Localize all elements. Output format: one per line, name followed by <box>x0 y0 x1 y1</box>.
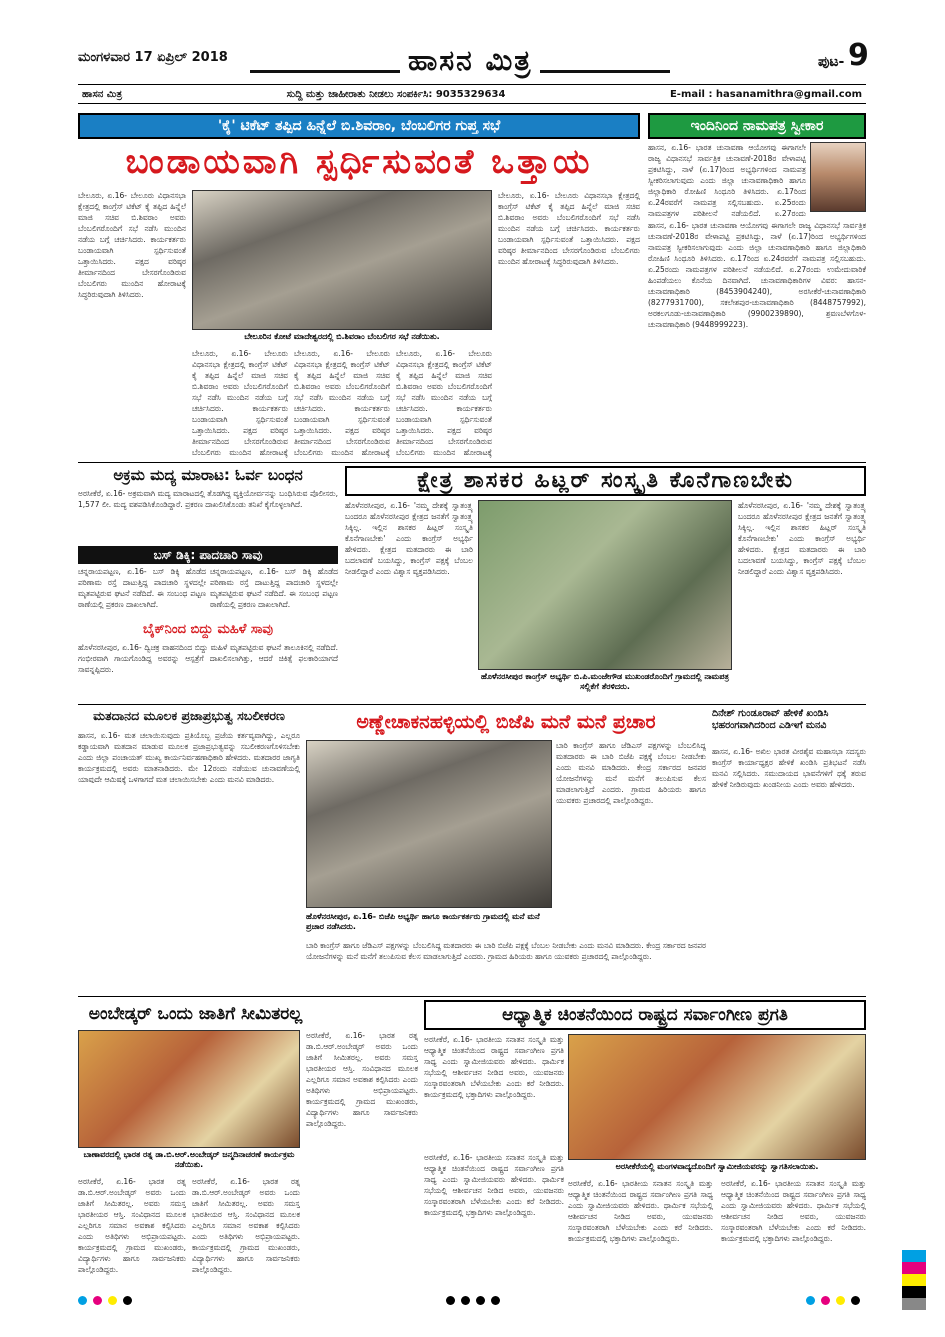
story11-body-col2: ಅರಸೀಕೆರೆ, ಏ.16- ಭಾರತೀಯ ಸನಾತನ ಸಂಸ್ಕೃತಿ ಮತ್ತು ಆಧ್ಯಾತ್ಮಿಕ ಚಿಂತನೆಯಿಂದ ರಾಷ್ಟ್ರದ ಸರ್ವಾಂಗೀಣ ಪ್ರಗತಿ ಸಾಧ್ಯ ಎಂದು ಸ್ವಾಮೀಜಿಯವರು ಹೇಳಿದರು. ಧಾರ್ಮಿಕ ಸಭೆಯಲ್ಲಿ ಆಶೀರ್ವಚನ ನೀಡಿದ ಅವರು, ಯುವಜನರು ಸಂಸ್ಕಾರವಂತರಾಗಿ ಬೆಳೆಯಬೇಕು ಎಂದು ಕರೆ ನೀಡಿದರು. ಕಾರ್ಯಕ್ರಮದಲ್ಲಿ ಭಕ್ತಾದಿಗಳು ಪಾಲ್ಗೊಂಡಿದ್ದರು. <box>568 1179 713 1243</box>
story3-body: ಅರಸೀಕೆರೆ, ಏ.16- ಅಕ್ರಮವಾಗಿ ಮದ್ಯ ಮಾರಾಟದಲ್ಲಿ ತೊಡಗಿದ್ದ ವ್ಯಕ್ತಿಯೋರ್ವನನ್ನು ಬಂಧಿಸಿರುವ ಪೊಲೀಸರು, 1,577 ಲೀ. ಮದ್ಯ ವಶಪಡಿಸಿಕೊಂಡಿದ್ದಾರೆ. ಪ್ರಕರಣ ದಾಖಲಿಸಿಕೊಂಡು ತನಿಖೆ ಕೈಗೊಳ್ಳಲಾಗಿದೆ. <box>78 489 338 509</box>
story10-caption: ಬಾಣಾವರದಲ್ಲಿ ಭಾರತ ರತ್ನ ಡಾ.ಬಿ.ಆರ್.ಅಂಬೇಡ್ಕರ್ ಜನ್ಮದಿನಾಚರಣೆ ಕಾರ್ಯಕ್ರಮ ನಡೆಯಿತು. <box>83 1150 295 1169</box>
story2-body-top: ಹಾಸನ, ಏ.16- ಭಾರತ ಚುನಾವಣಾ ಆಯೋಗವು ಈಗಾಗಲೇ ರಾಜ್ಯ ವಿಧಾನಸಭೆ ಸಾರ್ವತ್ರಿಕ ಚುನಾವಣೆ-2018ರ ವೇಳಾಪಟ್ಟಿ ಪ್ರಕಟಿಸಿದ್ದು, ನಾಳೆ (ಏ.17)ರಿಂದ ಅಭ್ಯರ್ಥಿಗಳಿಂದ ನಾಮಪತ್ರ ಸ್ವೀಕರಿಸಲಾಗುವುದು ಎಂದು ಜಿಲ್ಲಾ ಚುನಾವಣಾಧಿಕಾರಿ ಹಾಗೂ ಜಿಲ್ಲಾಧಿಕಾರಿ ರೋಹಿಣಿ ಸಿಂಧೂರಿ ತಿಳಿಸಿದರು. ಏ.17ರಿಂದ ಏ.24ರವರೆಗೆ ನಾಮಪತ್ರ ಸಲ್ಲಿಸಬಹುದು. ಏ.25ರಂದು ನಾಮಪತ್ರಗಳ ಪರಿಶೀಲನೆ ನಡೆಯಲಿದೆ. ಏ.27ರಂದು <box>648 143 806 218</box>
story11-body-left: ಅರಸೀಕೆರೆ, ಏ.16- ಭಾರತೀಯ ಸನಾತನ ಸಂಸ್ಕೃತಿ ಮತ್ತು ಆಧ್ಯಾತ್ಮಿಕ ಚಿಂತನೆಯಿಂದ ರಾಷ್ಟ್ರದ ಸರ್ವಾಂಗೀಣ ಪ್ರಗತಿ ಸಾಧ್ಯ ಎಂದು ಸ್ವಾಮೀಜಿಯವರು ಹೇಳಿದರು. ಧಾರ್ಮಿಕ ಸಭೆಯಲ್ಲಿ ಆಶೀರ್ವಚನ ನೀಡಿದ ಅವರು, ಯುವಜನರು ಸಂಸ್ಕಾರವಂತರಾಗಿ ಬೆಳೆಯಬೇಕು ಎಂದು ಕರೆ ನೀಡಿದರು. ಕಾರ್ಯಕ್ರಮದಲ್ಲಿ ಭಕ್ತಾದಿಗಳು ಪಾಲ್ಗೊಂಡಿದ್ದರು. <box>424 1035 564 1099</box>
story6-caption: ಹೊಳೆನರಸೀಪುರ ಕಾಂಗ್ರೆಸ್ ಅಭ್ಯರ್ಥಿ ಬಿ.ಪಿ.ಮಂಜೇಗೌಡ ಮುಖಂಡರೊಂದಿಗೆ ಗ್ರಾಮದಲ್ಲಿ ನಾಮಪತ್ರ ಸಲ್ಲಿಕೆಗೆ ತೆರಳಿದರು. <box>481 672 729 691</box>
story10-headline: ಅಂಬೇಡ್ಕರ್ ಒಂದು ಜಾತಿಗೆ ಸೀಮಿತರಲ್ಲ <box>88 1004 303 1024</box>
story2-headline: ಇಂದಿನಿಂದ ನಾಮಪತ್ರ ಸ್ವೀಕಾರ <box>648 113 866 139</box>
story1-body-col3: ಬೇಲೂರು, ಏ.16- ಬೇಲೂರು ವಿಧಾನಸಭಾ ಕ್ಷೇತ್ರದಲ್ಲಿ ಕಾಂಗ್ರೆಸ್ ಟಿಕೆಟ್ ಕೈ ತಪ್ಪಿದ ಹಿನ್ನೆಲೆ ಮಾಜಿ ಸಚಿವ ಬಿ.ಶಿವರಾಂ ಅವರು ಬೆಂಬಲಿಗರೊಂದಿಗೆ ಸಭೆ ನಡೆಸಿ ಮುಂದಿನ ನಡೆಯ ಬಗ್ಗೆ ಚರ್ಚಿಸಿದರು. ಕಾರ್ಯಕರ್ತರು ಬಂಡಾಯವಾಗಿ ಸ್ಪರ್ಧಿಸುವಂತೆ ಒತ್ತಾಯಿಸಿದರು. ಪಕ್ಷದ ವರಿಷ್ಠರ ತೀರ್ಮಾನದಿಂದ ಬೇಸರಗೊಂಡಿರುವ ಬೆಂಬಲಿಗರು ಮುಂದಿನ ಹೋರಾಟಕ್ಕೆ <box>294 349 390 457</box>
story8-photo <box>306 740 552 908</box>
section-divider-1 <box>78 462 866 463</box>
story6-photo <box>478 500 732 670</box>
story2-body: ಹಾಸನ, ಏ.16- ಭಾರತ ಚುನಾವಣಾ ಆಯೋಗವು ಈಗಾಗಲೇ ರಾಜ್ಯ ವಿಧಾನಸಭೆ ಸಾರ್ವತ್ರಿಕ ಚುನಾವಣೆ-2018ರ ವೇಳಾಪಟ್ಟಿ ಪ್ರಕಟಿಸಿದ್ದು, ನಾಳೆ (ಏ.17)ರಿಂದ ಅಭ್ಯರ್ಥಿಗಳಿಂದ ನಾಮಪತ್ರ ಸ್ವೀಕರಿಸಲಾಗುವುದು ಎಂದು ಜಿಲ್ಲಾ ಚುನಾವಣಾಧಿಕಾರಿ ಹಾಗೂ ಜಿಲ್ಲಾಧಿಕಾರಿ ರೋಹಿಣಿ ಸಿಂಧೂರಿ ತಿಳಿಸಿದರು. ಏ.17ರಿಂದ ಏ.24ರವರೆಗೆ ನಾಮಪತ್ರ ಸಲ್ಲಿಸಬಹುದು. ಏ.25ರಂದು ನಾಮಪತ್ರಗಳ ಪರಿಶೀಲನೆ ನಡೆಯಲಿದೆ. ಏ.27ರಂದು ಉಮೇದುವಾರಿಕೆ ಹಿಂಪಡೆಯಲು ಕೊನೆಯ ದಿನವಾಗಿದೆ. ಚುನಾವಣಾಧಿಕಾರಿಗಳ ವಿವರ: ಹಾಸನ-ಚುನಾವಣಾಧಿಕಾರಿ (8453904240), ಅರಸೀಕೆರೆ-ಚುನಾವಣಾಧಿಕಾರಿ (8277931700), ಸಕಲೇಶಪುರ-ಚುನಾವಣಾಧಿಕಾರಿ (8448757992), ಅರಕಲಗೂಡು-ಚುನಾವಣಾಧಿಕಾರಿ (9900239890), ಶ್ರವಣಬೆಳಗೊಳ-ಚುನಾವಣಾಧಿಕಾರಿ (9448999223). <box>648 221 866 329</box>
story10-photo <box>78 1030 300 1148</box>
story11-body-col1: ಅರಸೀಕೆರೆ, ಏ.16- ಭಾರತೀಯ ಸನಾತನ ಸಂಸ್ಕೃತಿ ಮತ್ತು ಆಧ್ಯಾತ್ಮಿಕ ಚಿಂತನೆಯಿಂದ ರಾಷ್ಟ್ರದ ಸರ್ವಾಂಗೀಣ ಪ್ರಗತಿ ಸಾಧ್ಯ ಎಂದು ಸ್ವಾಮೀಜಿಯವರು ಹೇಳಿದರು. ಧಾರ್ಮಿಕ ಸಭೆಯಲ್ಲಿ ಆಶೀರ್ವಚನ ನೀಡಿದ ಅವರು, ಯುವಜನರು ಸಂಸ್ಕಾರವಂತರಾಗಿ ಬೆಳೆಯಬೇಕು ಎಂದು ಕರೆ ನೀಡಿದರು. ಕಾರ್ಯಕ್ರಮದಲ್ಲಿ ಭಕ್ತಾದಿಗಳು ಪಾಲ್ಗೊಂಡಿದ್ದರು. <box>424 1153 564 1217</box>
story1-body-col2: ಬೇಲೂರು, ಏ.16- ಬೇಲೂರು ವಿಧಾನಸಭಾ ಕ್ಷೇತ್ರದಲ್ಲಿ ಕಾಂಗ್ರೆಸ್ ಟಿಕೆಟ್ ಕೈ ತಪ್ಪಿದ ಹಿನ್ನೆಲೆ ಮಾಜಿ ಸಚಿವ ಬಿ.ಶಿವರಾಂ ಅವರು ಬೆಂಬಲಿಗರೊಂದಿಗೆ ಸಭೆ ನಡೆಸಿ ಮುಂದಿನ ನಡೆಯ ಬಗ್ಗೆ ಚರ್ಚಿಸಿದರು. ಕಾರ್ಯಕರ್ತರು ಬಂಡಾಯವಾಗಿ ಸ್ಪರ್ಧಿಸುವಂತೆ ಒತ್ತಾಯಿಸಿದರು. ಪಕ್ಷದ ವರಿಷ್ಠರ ತೀರ್ಮಾನದಿಂದ ಬೇಸರಗೊಂಡಿರುವ ಬೆಂಬಲಿಗರು ಮುಂದಿನ ಹೋರಾಟಕ್ಕೆ <box>192 349 288 457</box>
story10-body-col1: ಅರಸೀಕೆರೆ, ಏ.16- ಭಾರತ ರತ್ನ ಡಾ.ಬಿ.ಆರ್.ಅಂಬೇಡ್ಕರ್ ಅವರು ಒಂದು ಜಾತಿಗೆ ಸೀಮಿತರಲ್ಲ. ಅವರು ಸಮಸ್ತ ಭಾರತೀಯರ ಆಸ್ತಿ. ಸಂವಿಧಾನದ ಮೂಲಕ ಎಲ್ಲರಿಗೂ ಸಮಾನ ಅವಕಾಶ ಕಲ್ಪಿಸಿದರು ಎಂದು ಅತಿಥಿಗಳು ಅಭಿಪ್ರಾಯಪಟ್ಟರು. ಕಾರ್ಯಕ್ರಮದಲ್ಲಿ ಗ್ರಾಮದ ಮುಖಂಡರು, ವಿದ್ಯಾರ್ಥಿಗಳು ಹಾಗೂ ಸಾರ್ವಜನಿಕರು ಪಾಲ್ಗೊಂಡಿದ್ದರು. <box>78 1177 186 1274</box>
story4-body-col1: ಚನ್ನರಾಯಪಟ್ಟಣ, ಏ.16- ಬಸ್ ಡಿಕ್ಕಿ ಹೊಡೆದ ಪರಿಣಾಮ ರಸ್ತೆ ದಾಟುತ್ತಿದ್ದ ಪಾದಚಾರಿ ಸ್ಥಳದಲ್ಲೇ ಮೃತಪಟ್ಟಿರುವ ಘಟನೆ ನಡೆದಿದೆ. ಈ ಸಂಬಂಧ ಪಟ್ಟಣ ಠಾಣೆಯಲ್ಲಿ ಪ್ರಕರಣ ದಾಖಲಾಗಿದೆ. <box>78 567 206 609</box>
story6-headline: ಕ್ಷೇತ್ರ ಶಾಸಕರ ಹಿಟ್ಲರ್ ಸಂಸ್ಕೃತಿ ಕೊನೆಗಾಣಬೇಕು <box>345 466 866 496</box>
story11-body-col3: ಅರಸೀಕೆರೆ, ಏ.16- ಭಾರತೀಯ ಸನಾತನ ಸಂಸ್ಕೃತಿ ಮತ್ತು ಆಧ್ಯಾತ್ಮಿಕ ಚಿಂತನೆಯಿಂದ ರಾಷ್ಟ್ರದ ಸರ್ವಾಂಗೀಣ ಪ್ರಗತಿ ಸಾಧ್ಯ ಎಂದು ಸ್ವಾಮೀಜಿಯವರು ಹೇಳಿದರು. ಧಾರ್ಮಿಕ ಸಭೆಯಲ್ಲಿ ಆಶೀರ್ವಚನ ನೀಡಿದ ಅವರು, ಯುವಜನರು ಸಂಸ್ಕಾರವಂತರಾಗಿ ಬೆಳೆಯಬೇಕು ಎಂದು ಕರೆ ನೀಡಿದರು. ಕಾರ್ಯಕ್ರಮದಲ್ಲಿ ಭಕ್ತಾದಿಗಳು ಪಾಲ್ಗೊಂಡಿದ್ದರು. <box>721 1179 866 1243</box>
story11-headline: ಆಧ್ಯಾತ್ಮಿಕ ಚಿಂತನೆಯಿಂದ ರಾಷ್ಟ್ರದ ಸರ್ವಾಂಗೀಣ ಪ್ರಗತಿ <box>424 1000 866 1030</box>
section-divider-3 <box>78 996 866 997</box>
story1-body-col4: ಬೇಲೂರು, ಏ.16- ಬೇಲೂರು ವಿಧಾನಸಭಾ ಕ್ಷೇತ್ರದಲ್ಲಿ ಕಾಂಗ್ರೆಸ್ ಟಿಕೆಟ್ ಕೈ ತಪ್ಪಿದ ಹಿನ್ನೆಲೆ ಮಾಜಿ ಸಚಿವ ಬಿ.ಶಿವರಾಂ ಅವರು ಬೆಂಬಲಿಗರೊಂದಿಗೆ ಸಭೆ ನಡೆಸಿ ಮುಂದಿನ ನಡೆಯ ಬಗ್ಗೆ ಚರ್ಚಿಸಿದರು. ಕಾರ್ಯಕರ್ತರು ಬಂಡಾಯವಾಗಿ ಸ್ಪರ್ಧಿಸುವಂತೆ ಒತ್ತಾಯಿಸಿದರು. ಪಕ್ಷದ ವರಿಷ್ಠರ ತೀರ್ಮಾನದಿಂದ ಬೇಸರಗೊಂಡಿರುವ ಬೆಂಬಲಿಗರು ಮುಂದಿನ ಹೋರಾಟಕ್ಕೆ <box>396 349 492 457</box>
info-bar-email: E-mail : hasanamithra@gmail.com <box>669 88 862 100</box>
story9-body: ಹಾಸನ, ಏ.16- ಅಖಿಲ ಭಾರತ ವೀರಶೈವ ಮಹಾಸಭಾ ಸದಸ್ಯರು ಕಾಂಗ್ರೆಸ್ ಕಾರ್ಯಾಧ್ಯಕ್ಷರ ಹೇಳಿಕೆ ಖಂಡಿಸಿ ಪ್ರತಿಭಟನೆ ನಡೆಸಿ ಮನವಿ ಸಲ್ಲಿಸಿದರು. ಸಮುದಾಯದ ಭಾವನೆಗಳಿಗೆ ಧಕ್ಕೆ ತರುವ ಹೇಳಿಕೆ ನೀಡಿರುವುದು ಖಂಡನೀಯ ಎಂದು ಅವರು ಹೇಳಿದರು. <box>712 747 866 789</box>
color-bar <box>902 1250 926 1310</box>
page-number: 9 <box>848 38 869 73</box>
section-divider-2 <box>78 704 866 705</box>
story8-body-right: ಬಾರಿ ಕಾಂಗ್ರೆಸ್ ಹಾಗೂ ಜೆಡಿಎಸ್ ಪಕ್ಷಗಳನ್ನು ಬೆಂಬಲಿಸಿದ್ದ ಮತದಾರರು ಈ ಬಾರಿ ಬಿಜೆಪಿ ಪಕ್ಷಕ್ಕೆ ಬೆಂಬಲ ನೀಡಬೇಕು ಎಂದು ಮನವಿ ಮಾಡಿದರು. ಕೇಂದ್ರ ಸರ್ಕಾರದ ಜನಪರ ಯೋಜನೆಗಳನ್ನು ಮನೆ ಮನೆಗೆ ತಲುಪಿಸುವ ಕೆಲಸ ಮಾಡಲಾಗುತ್ತಿದೆ ಎಂದರು. ಗ್ರಾಮದ ಹಿರಿಯರು ಹಾಗೂ ಯುವಕರು ಪ್ರಚಾರದಲ್ಲಿ ಪಾಲ್ಗೊಂಡಿದ್ದರು. <box>556 741 706 805</box>
story6-body-col3: ಹೊಳೆನರಸೀಪುರ, ಏ.16- 'ನಮ್ಮ ದೇಶಕ್ಕೆ ಸ್ವಾತಂತ್ರ್ಯ ಬಂದರೂ ಹೊಳೆನರಸೀಪುರ ಕ್ಷೇತ್ರದ ಜನತೆಗೆ ಸ್ವಾತಂತ್ರ್ಯ ಸಿಕ್ಕಿಲ್ಲ. ಇಲ್ಲಿನ ಶಾಸಕರ ಹಿಟ್ಲರ್ ಸಂಸ್ಕೃತಿ ಕೊನೆಗಾಣಬೇಕು' ಎಂದು ಕಾಂಗ್ರೆಸ್ ಅಭ್ಯರ್ಥಿ ಹೇಳಿದರು. ಕ್ಷೇತ್ರದ ಮತದಾರರು ಈ ಬಾರಿ ಬದಲಾವಣೆ ಬಯಸಿದ್ದು, ಕಾಂಗ್ರೆಸ್ ಪಕ್ಷಕ್ಕೆ ಬೆಂಬಲ ನೀಡಲಿದ್ದಾರೆ ಎಂದು ವಿಶ್ವಾಸ ವ್ಯಕ್ತಪಡಿಸಿದರು. <box>738 501 866 576</box>
info-bar-contact: ಸುದ್ದಿ ಮತ್ತು ಜಾಹೀರಾತು ನೀಡಲು ಸಂಪರ್ಕಿಸಿ: 9035329634 <box>286 88 506 100</box>
story5-body: ಹೊಳೆನರಸೀಪುರ, ಏ.16- ದ್ವಿಚಕ್ರ ವಾಹನದಿಂದ ಬಿದ್ದು ಮಹಿಳೆ ಮೃತಪಟ್ಟಿರುವ ಘಟನೆ ತಾಲೂಕಿನಲ್ಲಿ ನಡೆದಿದೆ. ಗಂಭೀರವಾಗಿ ಗಾಯಗೊಂಡಿದ್ದ ಅವರನ್ನು ಆಸ್ಪತ್ರೆಗೆ ದಾಖಲಿಸಲಾಗಿತ್ತು, ಆದರೆ ಚಿಕಿತ್ಸೆ ಫಲಕಾರಿಯಾಗದೆ ಸಾವನ್ನಪ್ಪಿದರು. <box>78 643 338 674</box>
story5-headline: ಬೈಕ್‌ನಿಂದ ಬಿದ್ದು ಮಹಿಳೆ ಸಾವು <box>142 622 274 637</box>
story1-body-col1: ಬೇಲೂರು, ಏ.16- ಬೇಲೂರು ವಿಧಾನಸಭಾ ಕ್ಷೇತ್ರದಲ್ಲಿ ಕಾಂಗ್ರೆಸ್ ಟಿಕೆಟ್ ಕೈ ತಪ್ಪಿದ ಹಿನ್ನೆಲೆ ಮಾಜಿ ಸಚಿವ ಬಿ.ಶಿವರಾಂ ಅವರು ಬೆಂಬಲಿಗರೊಂದಿಗೆ ಸಭೆ ನಡೆಸಿ ಮುಂದಿನ ನಡೆಯ ಬಗ್ಗೆ ಚರ್ಚಿಸಿದರು. ಕಾರ್ಯಕರ್ತರು ಬಂಡಾಯವಾಗಿ ಸ್ಪರ್ಧಿಸುವಂತೆ ಒತ್ತಾಯಿಸಿದರು. ಪಕ್ಷದ ವರಿಷ್ಠರ ತೀರ್ಮಾನದಿಂದ ಬೇಸರಗೊಂಡಿರುವ ಬೆಂಬಲಿಗರು ಮುಂದಿನ ಹೋರಾಟಕ್ಕೆ ಸಿದ್ಧರಿರುವುದಾಗಿ ತಿಳಿಸಿದರು. <box>78 191 186 299</box>
story8-headline: ಅಣ್ಣೇಚಾಕನಹಳ್ಳಿಯಲ್ಲಿ ಬಿಜೆಪಿ ಮನೆ ಮನೆ ಪ್ರಚಾರ <box>356 711 656 733</box>
issue-date: ಮಂಗಳವಾರ 17 ಏಪ್ರಿಲ್ 2018 <box>78 50 228 65</box>
story1-caption: ಬೇಲೂರಿನ ಕೋಟೆ ಮಾದೇಶ್ವರದಲ್ಲಿ ಬಿ.ಶಿವರಾಂ ಬೆಂಬಲಿಗರ ಸಭೆ ನಡೆಯಿತು. <box>244 332 440 341</box>
story7-headline: ಮತದಾನದ ಮೂಲಕ ಪ್ರಜಾಪ್ರಭುತ್ವ ಸಬಲೀಕರಣ <box>93 708 285 723</box>
story1-headline: ಬಂಡಾಯವಾಗಿ ಸ್ಪರ್ಧಿಸುವಂತೆ ಒತ್ತಾಯ <box>125 142 593 182</box>
story3-headline: ಅಕ್ರಮ ಮದ್ಯ ಮಾರಾಟ: ಓರ್ವ ಬಂಧನ <box>113 466 303 484</box>
story11-photo <box>568 1034 866 1160</box>
story1-kicker: 'ಕೈ' ಟಿಕೆಟ್ ತಪ್ಪಿದ ಹಿನ್ನೆಲೆ ಬಿ.ಶಿವರಾಂ, ಬೆಂಬಲಿಗರ ಗುಪ್ತ ಸಭೆ <box>78 113 640 139</box>
story4-body-col2: ಚನ್ನರಾಯಪಟ್ಟಣ, ಏ.16- ಬಸ್ ಡಿಕ್ಕಿ ಹೊಡೆದ ಪರಿಣಾಮ ರಸ್ತೆ ದಾಟುತ್ತಿದ್ದ ಪಾದಚಾರಿ ಸ್ಥಳದಲ್ಲೇ ಮೃತಪಟ್ಟಿರುವ ಘಟನೆ ನಡೆದಿದೆ. ಈ ಸಂಬಂಧ ಪಟ್ಟಣ ಠಾಣೆಯಲ್ಲಿ ಪ್ರಕರಣ ದಾಖಲಾಗಿದೆ. <box>210 567 338 609</box>
story6-body-col1: ಹೊಳೆನರಸೀಪುರ, ಏ.16- 'ನಮ್ಮ ದೇಶಕ್ಕೆ ಸ್ವಾತಂತ್ರ್ಯ ಬಂದರೂ ಹೊಳೆನರಸೀಪುರ ಕ್ಷೇತ್ರದ ಜನತೆಗೆ ಸ್ವಾತಂತ್ರ್ಯ ಸಿಕ್ಕಿಲ್ಲ. ಇಲ್ಲಿನ ಶಾಸಕರ ಹಿಟ್ಲರ್ ಸಂಸ್ಕೃತಿ ಕೊನೆಗಾಣಬೇಕು' ಎಂದು ಕಾಂಗ್ರೆಸ್ ಅಭ್ಯರ್ಥಿ ಹೇಳಿದರು. ಕ್ಷೇತ್ರದ ಮತದಾರರು ಈ ಬಾರಿ ಬದಲಾವಣೆ ಬಯಸಿದ್ದು, ಕಾಂಗ್ರೆಸ್ ಪಕ್ಷಕ್ಕೆ ಬೆಂಬಲ ನೀಡಲಿದ್ದಾರೆ ಎಂದು ವಿಶ್ವಾಸ ವ್ಯಕ್ತಪಡಿಸಿದರು. <box>345 501 473 576</box>
registration-marks-right <box>806 1296 860 1305</box>
registration-marks-left <box>78 1296 132 1305</box>
story11-caption: ಅರಸೀಕೆರೆಯಲ್ಲಿ ಮಂಗಳವಾದ್ಯದೊಂದಿಗೆ ಸ್ವಾಮೀಜಿಯವರನ್ನು ಸ್ವಾಗತಿಸಲಾಯಿತು. <box>615 1162 819 1171</box>
story1-body-col5: ಬೇಲೂರು, ಏ.16- ಬೇಲೂರು ವಿಧಾನಸಭಾ ಕ್ಷೇತ್ರದಲ್ಲಿ ಕಾಂಗ್ರೆಸ್ ಟಿಕೆಟ್ ಕೈ ತಪ್ಪಿದ ಹಿನ್ನೆಲೆ ಮಾಜಿ ಸಚಿವ ಬಿ.ಶಿವರಾಂ ಅವರು ಬೆಂಬಲಿಗರೊಂದಿಗೆ ಸಭೆ ನಡೆಸಿ ಮುಂದಿನ ನಡೆಯ ಬಗ್ಗೆ ಚರ್ಚಿಸಿದರು. ಕಾರ್ಯಕರ್ತರು ಬಂಡಾಯವಾಗಿ ಸ್ಪರ್ಧಿಸುವಂತೆ ಒತ್ತಾಯಿಸಿದರು. ಪಕ್ಷದ ವರಿಷ್ಠರ ತೀರ್ಮಾನದಿಂದ ಬೇಸರಗೊಂಡಿರುವ ಬೆಂಬಲಿಗರು ಮುಂದಿನ ಹೋರಾಟಕ್ಕೆ ಸಿದ್ಧರಿರುವುದಾಗಿ ತಿಳಿಸಿದರು. <box>498 191 640 266</box>
story10-body-col3: ಅರಸೀಕೆರೆ, ಏ.16- ಭಾರತ ರತ್ನ ಡಾ.ಬಿ.ಆರ್.ಅಂಬೇಡ್ಕರ್ ಅವರು ಒಂದು ಜಾತಿಗೆ ಸೀಮಿತರಲ್ಲ. ಅವರು ಸಮಸ್ತ ಭಾರತೀಯರ ಆಸ್ತಿ. ಸಂವಿಧಾನದ ಮೂಲಕ ಎಲ್ಲರಿಗೂ ಸಮಾನ ಅವಕಾಶ ಕಲ್ಪಿಸಿದರು ಎಂದು ಅತಿಥಿಗಳು ಅಭಿಪ್ರಾಯಪಟ್ಟರು. ಕಾರ್ಯಕ್ರಮದಲ್ಲಿ ಗ್ರಾಮದ ಮುಖಂಡರು, ವಿದ್ಯಾರ್ಥಿಗಳು ಹಾಗೂ ಸಾರ್ವಜನಿಕರು ಪಾಲ್ಗೊಂಡಿದ್ದರು. <box>306 1031 418 1128</box>
story7-body: ಹಾಸನ, ಏ.16- ಮತ ಚಲಾಯಿಸುವುದು ಪ್ರತಿಯೊಬ್ಬ ಪ್ರಜೆಯ ಕರ್ತವ್ಯವಾಗಿದ್ದು, ಎಲ್ಲರೂ ಕಡ್ಡಾಯವಾಗಿ ಮತದಾನ ಮಾಡುವ ಮೂಲಕ ಪ್ರಜಾಪ್ರಭುತ್ವವನ್ನು ಸಬಲೀಕರಣಗೊಳಿಸಬೇಕು ಎಂದು ಜಿಲ್ಲಾ ಪಂಚಾಯತ್ ಮುಖ್ಯ ಕಾರ್ಯನಿರ್ವಹಣಾಧಿಕಾರಿ ಹೇಳಿದರು. ಮತದಾರರ ಜಾಗೃತಿ ಕಾರ್ಯಕ್ರಮದಲ್ಲಿ ಅವರು ಮಾತನಾಡಿದರು. ಮೇ 12ರಂದು ನಡೆಯುವ ಚುನಾವಣೆಯಲ್ಲಿ ಯಾವುದೇ ಆಮಿಷಕ್ಕೆ ಒಳಗಾಗದೆ ಮತ ಚಲಾಯಿಸಬೇಕು ಎಂದು ಮನವಿ ಮಾಡಿದರು. <box>78 731 300 784</box>
newspaper-name: ಹಾಸನ ಮಿತ್ರ <box>400 44 540 78</box>
page-label: ಪುಟ- <box>818 54 845 70</box>
story8-body-bottom: ಬಾರಿ ಕಾಂಗ್ರೆಸ್ ಹಾಗೂ ಜೆಡಿಎಸ್ ಪಕ್ಷಗಳನ್ನು ಬೆಂಬಲಿಸಿದ್ದ ಮತದಾರರು ಈ ಬಾರಿ ಬಿಜೆಪಿ ಪಕ್ಷಕ್ಕೆ ಬೆಂಬಲ ನೀಡಬೇಕು ಎಂದು ಮನವಿ ಮಾಡಿದರು. ಕೇಂದ್ರ ಸರ್ಕಾರದ ಜನಪರ ಯೋಜನೆಗಳನ್ನು ಮನೆ ಮನೆಗೆ ತಲುಪಿಸುವ ಕೆಲಸ ಮಾಡಲಾಗುತ್ತಿದೆ ಎಂದರು. ಗ್ರಾಮದ ಹಿರಿಯರು ಹಾಗೂ ಯುವಕರು ಪ್ರಚಾರದಲ್ಲಿ ಪಾಲ್ಗೊಂಡಿದ್ದರು. <box>306 941 706 961</box>
story9-headline: ದಿನೇಶ್ ಗುಂಡೂರಾವ್ ಹೇಳಿಕೆ ಖಂಡಿಸಿ ಭಹರಂಗವಾಗಿದರಿಂದ ಎಡಿಇಗೆ ಮನವಿ <box>712 708 829 731</box>
story8-caption: ಹೊಳೆನರಸೀಪುರ, ಏ.16- ಬಿಜೆಪಿ ಅಭ್ಯರ್ಥಿ ಹಾಗೂ ಕಾರ್ಯಕರ್ತರು ಗ್ರಾಮದಲ್ಲಿ ಮನೆ ಮನೆ ಪ್ರಚಾರ ನಡೆಸಿದರು. <box>306 912 540 931</box>
info-bar <box>78 84 866 104</box>
officer-portrait <box>810 142 866 212</box>
info-bar-brand: ಹಾಸನ ಮಿತ್ರ <box>82 88 123 100</box>
story4-headline: ಬಸ್ ಡಿಕ್ಕಿ: ಪಾದಚಾರಿ ಸಾವು <box>78 546 338 564</box>
story10-body-col2: ಅರಸೀಕೆರೆ, ಏ.16- ಭಾರತ ರತ್ನ ಡಾ.ಬಿ.ಆರ್.ಅಂಬೇಡ್ಕರ್ ಅವರು ಒಂದು ಜಾತಿಗೆ ಸೀಮಿತರಲ್ಲ. ಅವರು ಸಮಸ್ತ ಭಾರತೀಯರ ಆಸ್ತಿ. ಸಂವಿಧಾನದ ಮೂಲಕ ಎಲ್ಲರಿಗೂ ಸಮಾನ ಅವಕಾಶ ಕಲ್ಪಿಸಿದರು ಎಂದು ಅತಿಥಿಗಳು ಅಭಿಪ್ರಾಯಪಟ್ಟರು. ಕಾರ್ಯಕ್ರಮದಲ್ಲಿ ಗ್ರಾಮದ ಮುಖಂಡರು, ವಿದ್ಯಾರ್ಥಿಗಳು ಹಾಗೂ ಸಾರ್ವಜನಿಕರು ಪಾಲ್ಗೊಂಡಿದ್ದರು. <box>192 1177 300 1274</box>
registration-marks-center <box>446 1296 500 1305</box>
story1-photo <box>192 190 492 330</box>
